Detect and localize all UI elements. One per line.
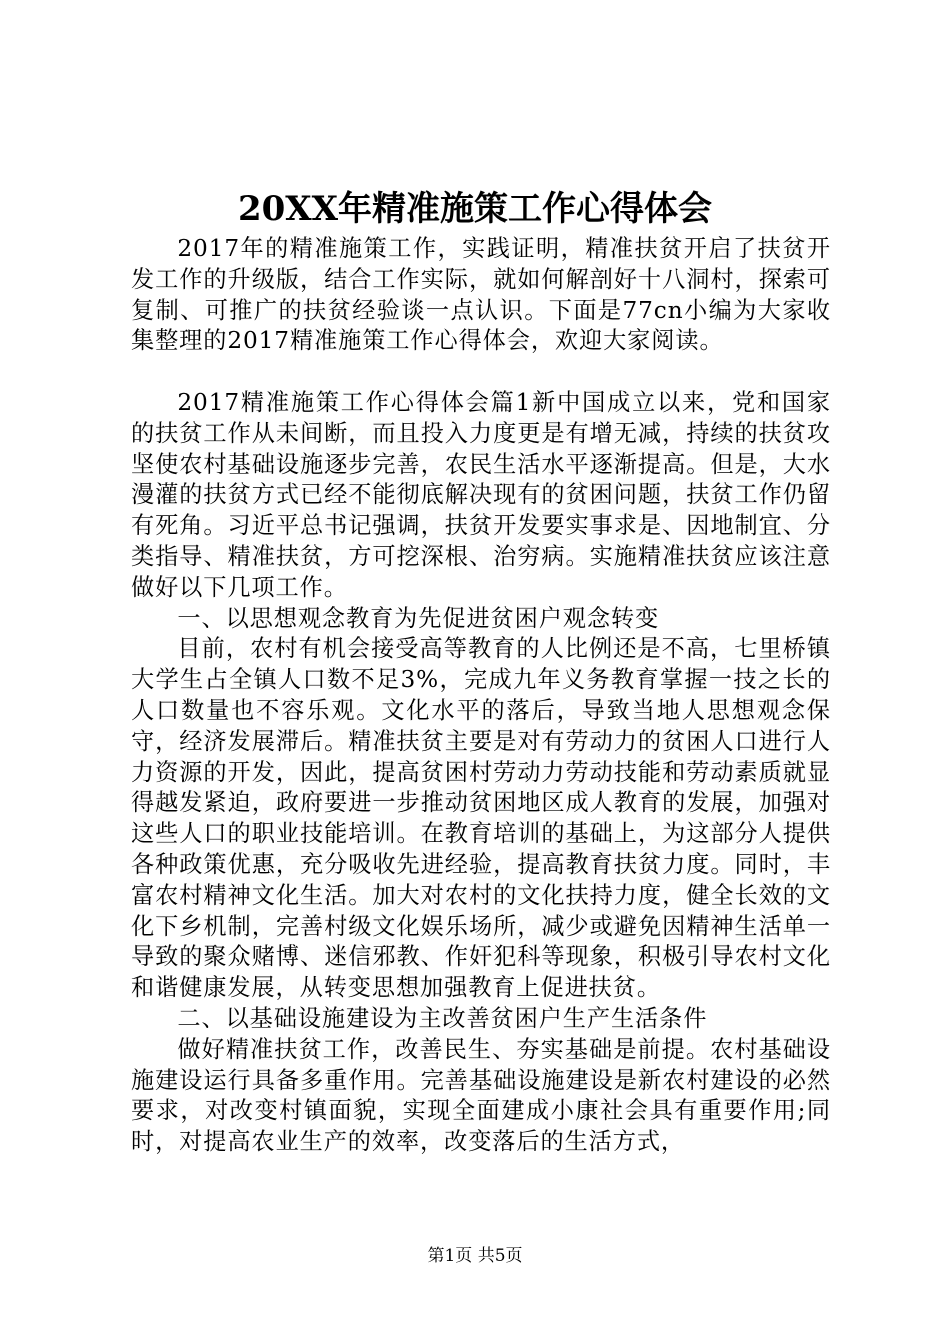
section-heading: 一、以思想观念教育为先促进贫困户观念转变 xyxy=(177,604,660,632)
document-title: 20XX年精准施策工作心得体会 xyxy=(237,189,713,229)
document-body xyxy=(131,234,831,1158)
body-paragraph: 目前，农村有机会接受高等教育的人比例还是不高，七里桥镇大学生占全镇人口数不足3%，完成九年义务教育掌握一技之长的人口数量也不容乐观。文化水平的落后，导致当地人思想观念保守，经济发展滞后。精准扶贫主要是对有劳动力的贫困人口进行人力资源的开发，因此，提高贫困村劳动力劳动技能和劳动素质就显得越发紧迫，政府要进一步推动贫困地区成人教育的发展，加强对这些人口的职业技能培训。在教育培训的基础上，为这部分人提供各种政策优惠，充分吸收先进经验，提高教育扶贫力度。同时，丰富农村精神文化生活。加大对农村的文化扶持力度，健全长效的文化下乡机制，完善村级文化娱乐场所，减少或避免因精神生活单一导致的聚众赌博、迷信邪教、作奸犯科等现象，积极引导农村文化和谐健康发展，从转变思想加强教育上促进扶贫。 xyxy=(131,635,831,1002)
page-number-footer: 第1页 共5页 xyxy=(427,1246,523,1266)
section-heading: 二、以基础设施建设为主改善贫困户生产生活条件 xyxy=(177,1004,708,1032)
intro-paragraph: 2017年的精准施策工作，实践证明，精准扶贫开启了扶贫开发工作的升级版，结合工作实际，就如何解剖好十八洞村，探索可复制、可推广的扶贫经验谈一点认识。下面是77cn小编为大家收集整理的2017精准施策工作心得体会，欢迎大家阅读。 xyxy=(131,235,831,355)
body-paragraph: 2017精准施策工作心得体会篇1新中国成立以来，党和国家的扶贫工作从未间断，而且投入力度更是有增无减，持续的扶贫攻坚使农村基础设施逐步完善，农民生活水平逐渐提高。但是，大水漫灌的扶贫方式已经不能彻底解决现有的贫困问题，扶贫工作仍留有死角。习近平总书记强调，扶贫开发要实事求是、因地制宜、分类指导、精准扶贫，方可挖深根、治穷病。实施精准扶贫应该注意做好以下几项工作。 xyxy=(131,388,831,601)
body-paragraph: 做好精准扶贫工作，改善民生、夯实基础是前提。农村基础设施建设运行具备多重作用。完善基础设施建设是新农村建设的必然要求，对改变村镇面貌，实现全面建成小康社会具有重要作用;同时，对提高农业生产的效率，改变落后的生活方式， xyxy=(131,1035,831,1156)
